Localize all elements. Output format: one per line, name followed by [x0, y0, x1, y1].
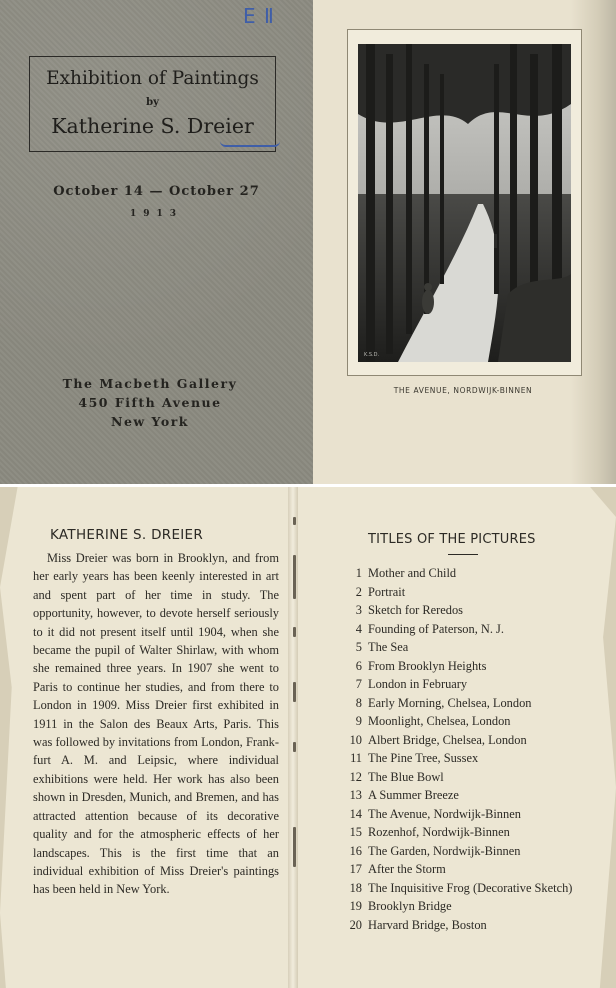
painting-signature: K.S.D.: [364, 352, 380, 358]
title-text: The Blue Bowl: [368, 769, 444, 784]
cover-gallery-address: [0, 374, 300, 431]
title-text: After the Storm: [368, 862, 446, 876]
title-text: The Garden, Nordwijk-Binnen: [368, 843, 521, 858]
titles-rule: [448, 554, 478, 555]
title-text: Portrait: [368, 584, 406, 599]
title-text: Founding of Paterson, N. J.: [368, 621, 504, 636]
title-number: 9: [355, 714, 362, 728]
title-list-item: [338, 805, 608, 824]
painting-image: [358, 44, 571, 362]
cover-title: Exhibition of Paintings: [46, 68, 259, 89]
title-text: Rozenhof, Nordwijk-Binnen: [368, 825, 510, 839]
title-text: Brooklyn Bridge: [368, 899, 452, 913]
title-text: The Inquisitive Frog (Decorative Sketch): [368, 880, 573, 895]
top-spread: [0, 0, 616, 484]
binding-stitch: [293, 627, 296, 637]
frontispiece-page: [313, 0, 616, 484]
title-number: 7: [355, 677, 362, 691]
title-text: Early Morning, Chelsea, London: [368, 695, 532, 710]
catalogue-cover: [0, 0, 313, 484]
title-number: 20: [349, 917, 362, 932]
title-number: 8: [355, 695, 362, 710]
title-number: 3: [355, 603, 362, 617]
title-list-item: [338, 749, 608, 768]
cover-artist-name: Katherine S. Dreier: [51, 114, 254, 138]
title-list-item: [338, 620, 608, 639]
gallery-name: The Macbeth Gallery: [62, 376, 238, 391]
binding-stitch: [293, 682, 296, 702]
title-text: Sketch for Reredos: [368, 603, 463, 617]
titles-heading: TITLES OF THE PICTURES: [368, 532, 536, 547]
title-text: Harvard Bridge, Boston: [368, 917, 487, 932]
cover-title-box: [29, 56, 276, 152]
title-number: 2: [355, 584, 362, 599]
title-list-item: [338, 601, 608, 620]
title-text: The Avenue, Nordwijk-Binnen: [368, 806, 521, 821]
title-list-item: [338, 860, 608, 879]
gallery-city: New York: [111, 414, 189, 429]
gallery-street: 450 Fifth Avenue: [78, 395, 222, 410]
binding-stitch: [293, 827, 296, 867]
title-list-item: [338, 675, 608, 694]
cover-by: by: [146, 97, 159, 108]
title-list-item: [338, 879, 608, 898]
title-list-item: [338, 731, 608, 750]
title-text: Albert Bridge, Chelsea, London: [368, 732, 527, 747]
title-number: 1: [355, 566, 362, 580]
title-number: 11: [350, 751, 362, 765]
title-number: 19: [349, 899, 362, 913]
pen-underline: [220, 141, 280, 147]
cover-year: 1913: [129, 209, 184, 219]
painting-plate: [347, 29, 582, 376]
plate-caption: THE AVENUE, NORDWIJK-BINNEN: [393, 386, 533, 395]
title-text: London in February: [368, 677, 468, 691]
title-number: 12: [349, 769, 362, 784]
title-list-item: [338, 564, 608, 583]
title-list-item: [338, 786, 608, 805]
title-list-item: [338, 712, 608, 731]
title-text: The Sea: [368, 640, 409, 654]
title-number: 16: [349, 843, 362, 858]
biography-text: Miss Dreier was born in Brooklyn, and from her early years has been keenly interested in art and spent part of her time in study. The opportunity, however, to devote herself seriously to it did not present itself until 1904, when she became the pupil of Walter Shirlaw, with whom she remained three years. In 1907 she went to Paris to continue her studies, and from there to London in 1909. Miss Dreier first exhibited in 1911 in the Salon des Beaux Arts, Paris. This was followed by invitations from London, Frankfurt A. M. and Leipsic, where individual exhibitions were held. Her work has also been shown in Dresden, Munich, and Bremen, and has attracted attention because of its decorative quality and for the atmospheric effects of her landscapes. This is the first time that an individual exhibition of Miss Dreier's paintings has been held in New York.: [33, 551, 279, 897]
title-text: A Summer Breeze: [368, 788, 459, 802]
title-list-item: [338, 657, 608, 676]
title-list-item: [338, 842, 608, 861]
binding-stitch: [293, 555, 296, 599]
title-text: Moonlight, Chelsea, London: [368, 714, 511, 728]
title-list-item: [338, 916, 608, 935]
title-number: 15: [349, 825, 362, 839]
title-list-item: [338, 638, 608, 657]
handwritten-annotation: E Ⅱ: [243, 4, 275, 28]
title-number: 13: [349, 788, 362, 802]
title-number: 17: [349, 862, 362, 876]
title-number: 6: [355, 658, 362, 673]
cover-dates: October 14 — October 27: [53, 184, 260, 199]
title-list-item: [338, 694, 608, 713]
title-number: 18: [349, 880, 362, 895]
title-list-item: [338, 897, 608, 916]
title-list-item: [338, 823, 608, 842]
binding-stitch: [293, 517, 296, 525]
title-text: From Brooklyn Heights: [368, 658, 487, 673]
title-number: 14: [349, 806, 362, 821]
title-list-item: [338, 768, 608, 787]
titles-list: [338, 564, 608, 934]
bottom-spread: [0, 487, 616, 988]
title-number: 5: [355, 640, 362, 654]
title-number: 10: [349, 732, 362, 747]
binding-stitch: [293, 742, 296, 752]
biography-heading: KATHERINE S. DREIER: [50, 527, 204, 543]
title-text: The Pine Tree, Sussex: [368, 751, 479, 765]
title-list-item: [338, 583, 608, 602]
title-text: Mother and Child: [368, 566, 457, 580]
title-number: 4: [355, 621, 362, 636]
